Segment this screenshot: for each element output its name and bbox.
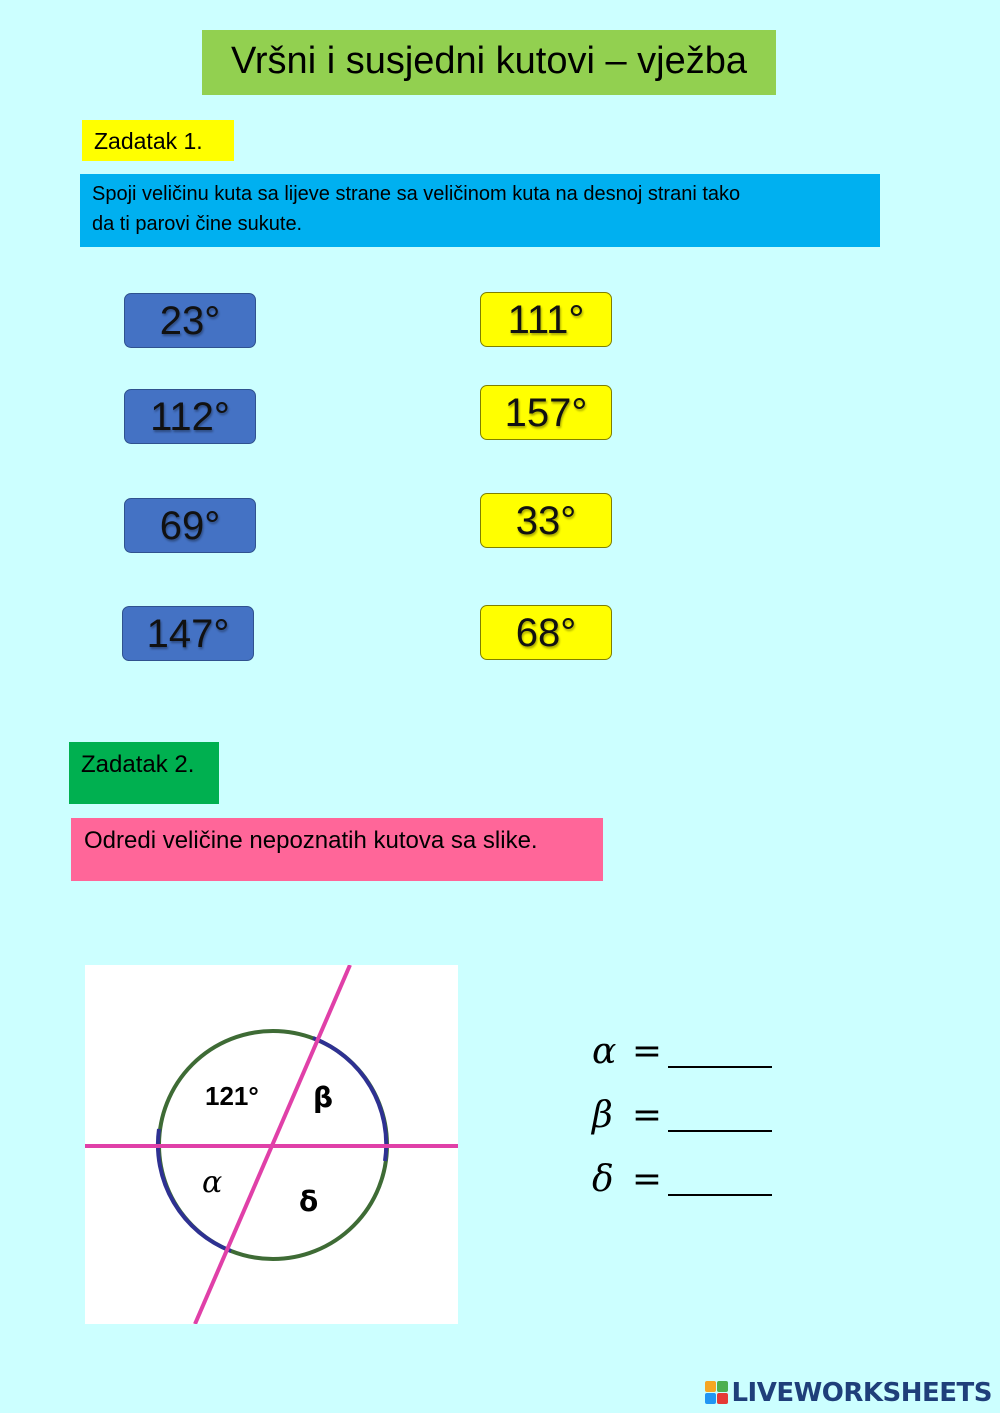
liveworksheets-brand-text: LIVEWORKSHEETS [731,1378,992,1408]
liveworksheets-logo-icon [705,1381,729,1405]
right-angle-pill-2[interactable]: 157° [480,385,612,440]
task2-label: Zadatak 2. [69,742,219,804]
alpha-symbol: α [592,1031,617,1072]
alpha-label: α [202,1165,223,1200]
beta-label: β [313,1081,334,1114]
right-angle-pill-3[interactable]: 33° [480,493,612,548]
angle-figure [85,965,458,1324]
task1-instruction [80,174,880,247]
given-angle-label: 121° [205,1081,259,1111]
delta-label: δ [299,1185,319,1218]
delta-equation [592,1156,812,1204]
alpha-equation [592,1028,812,1076]
delta-symbol: δ [592,1159,614,1200]
left-angle-pill-1[interactable]: 23° [124,293,256,348]
liveworksheets-logo[interactable] [705,1376,992,1410]
task2-instruction: Odredi veličine nepoznatih kutova sa slike. [71,818,603,881]
beta-equation [592,1092,812,1140]
left-angle-pill-4[interactable]: 147° [122,606,254,661]
beta-symbol: β [592,1095,613,1136]
alpha-answer-field[interactable] [668,1032,772,1068]
worksheet-title: Vršni i susjedni kutovi – vježba [202,30,776,95]
task1-instruction-line1: Spoji veličinu kuta sa lijeve strane sa veličinom kuta na desnoj strani tako [92,183,741,205]
left-angle-pill-3[interactable]: 69° [124,498,256,553]
equals-sign: = [631,1159,663,1200]
task1-label: Zadatak 1. [82,120,234,161]
angle-figure-svg [85,965,458,1324]
beta-answer-field[interactable] [668,1096,772,1132]
left-angle-pill-2[interactable]: 112° [124,389,256,444]
equals-sign: = [631,1095,663,1136]
task1-instruction-line2: da ti parovi čine sukute. [92,213,303,235]
equals-sign: = [631,1031,663,1072]
delta-answer-field[interactable] [668,1160,772,1196]
right-angle-pill-1[interactable]: 111° [480,292,612,347]
right-angle-pill-4[interactable]: 68° [480,605,612,660]
